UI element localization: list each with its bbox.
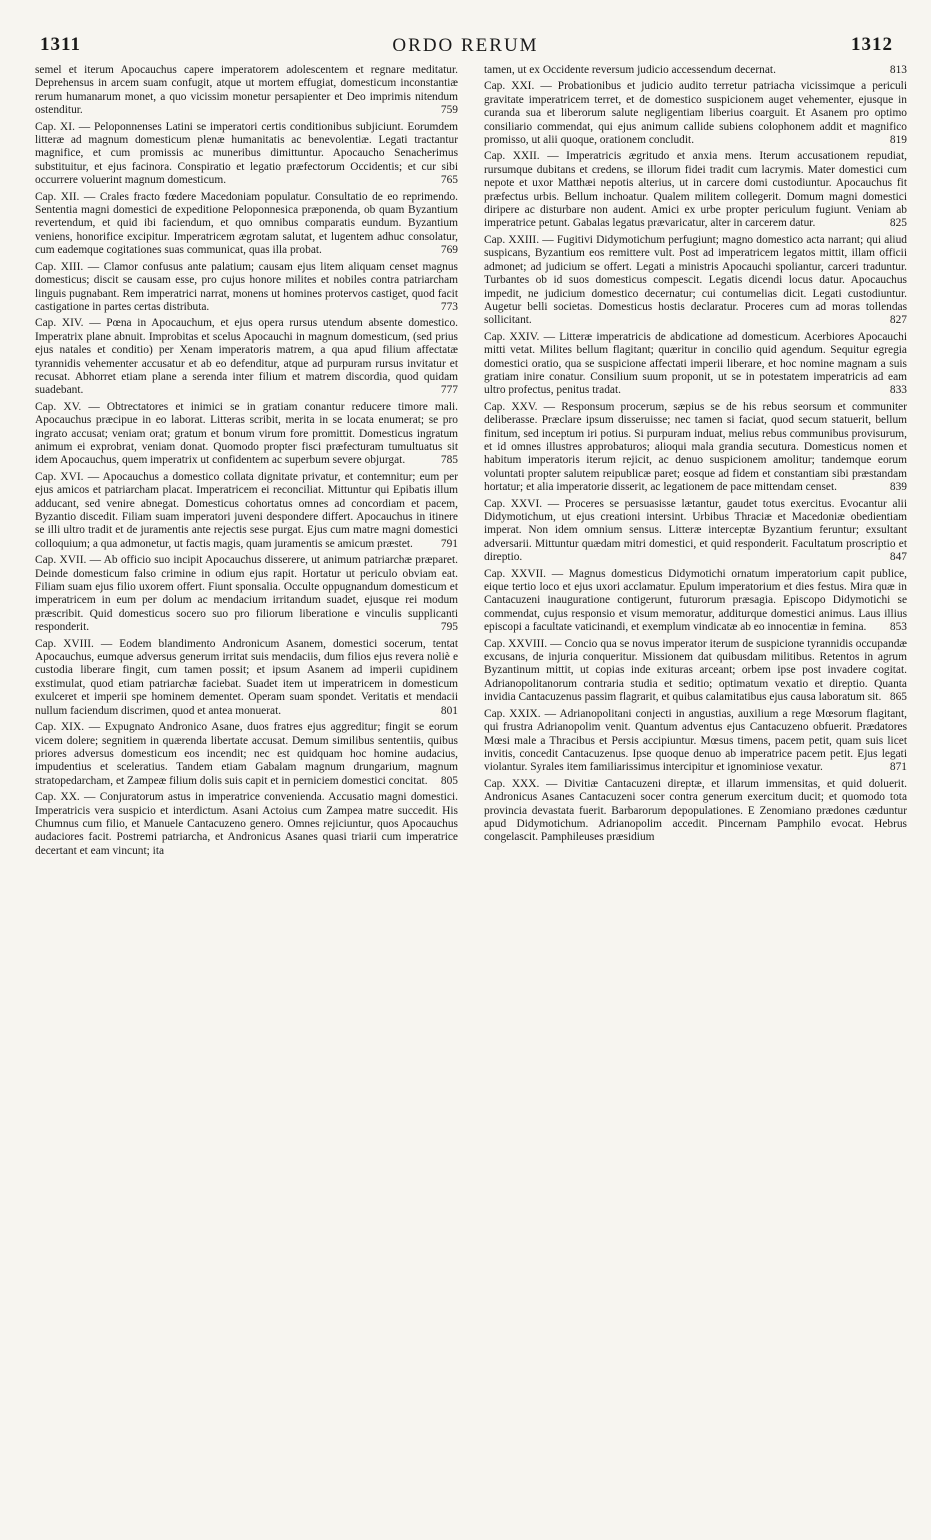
summary-text: Cap. XIV. — Pœna in Apocauchum, et ejus opera rursus utendum absente domestico. Imperatrix plane abnuit. Improbitas et scelus Apocauchi in magnum domesticum, (sed prius ejus natales et conditio) per Xenam imperatoris matrem, a qua apud filium affectatæ tyrannidis vehementer accusatur et ab eo defenditur, atque ad purpuram rursus invitatur et recusat. Abhorret etiam plane a serenda inter filium et matrem discordia, quod quidam suadebant. [35, 317, 458, 397]
right-column [484, 64, 907, 848]
chapter-summary [35, 721, 458, 788]
column-reference: 825 [889, 217, 907, 230]
chapter-summary [35, 64, 458, 118]
chapter-summary [484, 638, 907, 705]
summary-text: Cap. XXVII. — Magnus domesticus Didymotichi ornatum imperatorium capit publice, eique tertio loco et ejus uxori acclamatur. Epulum imperatorium et dies festus. Mira quæ in Cantacuzeni inauguratione contigerunt, futurorum præsagia. Episcopo Didymotichi se commendat, cujus responsio et visum memoratur, additurque domestici animus. Laus illius episcopi a facultate vaticinandi, et exemplum vindicatæ ab eo innocentiæ in femina. [484, 567, 907, 634]
chapter-summary [35, 401, 458, 468]
column-reference: 839 [889, 481, 907, 494]
column-reference: 847 [889, 551, 907, 564]
chapter-summary [484, 568, 907, 635]
summary-text: tamen, ut ex Occidente reversum judicio accessendum decernat. [484, 64, 776, 76]
column-reference: 865 [889, 691, 907, 704]
summary-text: semel et iterum Apocauchus capere imperatorem adolescentem et regnare meditatur. Deprehensus in arcem suam confugit, atque ut mortem effugiat, domesticum inconstantiæ rerum humanarum monet, a quo vicissim monetur persapienter et Deo imprimis nitendum ostenditur. [35, 64, 458, 117]
summary-text: Cap. XXIV. — Litteræ imperatricis de abdicatione ad domesticum. Acerbiores Apocauchi mitti vetat. Milites bellum flagitant; quæritur in concilio quid agendum. Sequitur egregia domestici oratio, qua se suspicione affectati imperii liberare, et hoc nomine magnam a suis gratiam inire conatur. Consilium suum proponit, ut se in potestatem imperatricis ad eam ultro profectus, penitus tradat. [484, 330, 907, 397]
summary-text: Cap. XXVI. — Proceres se persuasisse lætantur, gaudet totus exercitus. Evocantur alii Didymotichum, ut ejus creationi intersint. Urbibus Thraciæ et Macedoniæ obedientiam imperat. Non idem omnium sensus. Litteræ interceptæ Byzantium feruntur; exsultant adversarii. Mittuntur quædam mitri domestici, et quid responderit. Facultatum proscriptio et direptio. [484, 497, 907, 564]
chapter-summary [484, 401, 907, 495]
summary-text: Cap. XXX. — Divitiæ Cantacuzeni direptæ, et illarum immensitas, et quid doluerit. Andronicus Asanes Cantacuzeni socer contra generum exercitum ducit; et quomodo tota provincia devastata fuerit. Barbarorum depopulationes. E Zenomiano prædones cæduntur apud Didymotichum. Adrianopolim accedit. Pincernam Pamphilo evocat. Hebrus congelascit. Pamphileuses præsidium [484, 777, 907, 844]
column-reference: 785 [440, 454, 458, 467]
chapter-summary [35, 471, 458, 551]
column-reference: 853 [889, 621, 907, 634]
column-reference: 795 [440, 621, 458, 634]
chapter-summary [484, 498, 907, 565]
chapter-summary [484, 234, 907, 328]
chapter-summary [484, 778, 907, 845]
left-column [35, 64, 458, 861]
summary-text: Cap. XV. — Obtrectatores et inimici se in gratiam conantur reducere timore mali. Apocauchus præcipue in eo laborat. Litteras scribit, merita in se locata enumerat; se pro ingrato accusat; veniam orat; gratum et bonum virum fore promittit. Domesticus ingratum animum ei exprobrat, veniam donat. Quomodo propter fisci præfecturam tumultuatus sit idem Apocauchus, quem imperatrix ut confidentem ac superbum severe objurgat. [35, 400, 458, 467]
summary-text: Cap. XXIX. — Adrianopolitani conjecti in angustias, auxilium a rege Mœsorum flagitant, qui frustra Adrianopolim venit. Quantum adventus ejus Cantacuzeno obfuerit. Prædatores Mœsi male a Thracibus et Persis accipiuntur. Mœsus timens, pacem petit, quam suis licet invitis, concedit Cantacuzenus. Ipse quoque denuo ab imperatrice pacem petit. Ejus legati violantur. Syrales item familiarissimus intercipitur et ignominiose vexatur. [484, 707, 907, 774]
column-reference: 759 [440, 104, 458, 117]
summary-text: Cap. XXV. — Responsum procerum, sæpius se de his rebus seorsum et communiter deliberasse. Præclare ipsum disseruisse; nec tamen si faciat, quod secum statuerit, bellum finitum, sed inceptum iri potius. Si purpuram induat, melius rebus communibus provisurum, et id omnes illustres approbaturos; alioqui mala grandia secutura. Domesticus nomen et habitum imperatoris iterum rejicit, ac denuo suspicionem amolitur; tandemque eorum voluntati propter salutem reipublicæ paret; eosque ad fidem et constantiam sibi præstandam hortatur; et alia imperatorie disserit, ac legationem de pace mittendam censet. [484, 400, 907, 494]
chapter-summary [484, 708, 907, 775]
summary-text: Cap. XXIII. — Fugitivi Didymotichum perfugiunt; magno domestico acta narrant; qui aliud suspicans, Byzantium eos remittere vult. Post ad imperatricem legatos mittit, illam officii admonet; ad judicium se offert. Legati a ministris Apocauchi spoliantur, carceri traduntur. Turbantes ob id suos domesticus compescit. Legatis dicendi locus datur. Apocauchus impedit, ne judicium domestico decernatur; cui contumelias dicit. Legati custodiuntur. Augetur belli societas. Domesticus hostis declaratur. Proceres cum ad moras tollendas sollicitant. [484, 233, 907, 327]
chapter-summary [35, 554, 458, 634]
column-reference: 833 [889, 384, 907, 397]
chapter-summary [35, 121, 458, 188]
column-reference: 827 [889, 314, 907, 327]
summary-text: Cap. XIX. — Expugnato Andronico Asane, duos fratres ejus aggreditur; fingit se eorum vicem dolere; segnitiem in quærenda libertate accusat. Demum similibus sententiis, quibus priores adversus domesticum eos incendit; nec est quidquam hoc homine audacius, impudentius et sceleratius. Tandem etiam Gabalam magnum drungarium, magnum stratopedarcham, et Zampeæ filium dolis suis capit et in perniciem domestici concitat. [35, 721, 458, 787]
summary-text: Cap. XVIII. — Eodem blandimento Andronicum Asanem, domestici socerum, tentat Apocauchus, eumque adversus generum irritat suis mendaciis, dum filios ejus revera noliè e custodia liberare fingit, cum tamen possit; et ipsum Asanem ad imperii cupidinem exstimulat, quod etiam patriarchæ faciebat. Suadet item ut imperatricem in domesticum exulceret et imperii spe hominem dementet. Operam suam spondet. Veritatis et mendacii nullum faciendum discrimen, quod et antea monuerat. [35, 637, 458, 717]
page-number-right: 1312 [851, 34, 893, 55]
column-reference: 801 [440, 704, 458, 717]
column-reference: 805 [440, 774, 458, 787]
column-reference: 819 [889, 134, 907, 147]
chapter-summary [35, 261, 458, 315]
chapter-summary [35, 191, 458, 258]
summary-text: Cap. XII. — Crales fracto fœdere Macedoniam populatur. Consultatio de eo reprimendo. Sententia magni domestici de expeditione Peloponnesica præponenda, ob quam Byzantium revertendum, et quid ibi faciendum, et quo omnibus comparatis eundum. Byzantium veniens, honorifice excipitur. Imperatricem ægrotam salutat, et lugentem adhuc consolatur, cum eademque cogitationes suas communicat, quas illa probat. [35, 190, 458, 257]
summary-text: Cap. XX. — Conjuratorum astus in imperatrice convenienda. Accusatio magni domestici. Imperatricis vera suspicio et interdictum. Asani Actoius cum Zampea matre succedit. His Chumnus cum filio, et Manuele Cantacuzeno genero. Omnes rejiciuntur, quos Apocauchus audaciores facit. Postremi patriarcha, et Andronicus Asanes quasi triarii cum imperatrice decertant et eam vincunt; ita [35, 791, 458, 857]
column-reference: 769 [440, 244, 458, 257]
chapter-summary [484, 331, 907, 398]
column-reference: 813 [889, 64, 907, 76]
running-title: ORDO RERUM [392, 35, 539, 56]
running-header [0, 34, 931, 60]
chapter-summary [35, 638, 458, 718]
page-number-left: 1311 [40, 34, 81, 55]
column-reference: 791 [440, 537, 458, 550]
chapter-summary [484, 64, 907, 77]
column-reference: 773 [440, 300, 458, 313]
summary-text: Cap. XXI. — Probationibus et judicio audito terretur patriacha vicissimque a periculi gravitate imperatricem terret, et de domestico suspicionem auget vehementer, ejusque in curanda sua et liberorum salute negligentiam liberius coarguit. Et Asanem pro optimo consiliario commendat, qui ejus animum callide subiens colophonem addit et magnifico promisso, ut alii quoque, orationem concludit. [484, 80, 907, 147]
column-reference: 871 [889, 761, 907, 774]
chapter-summary [484, 150, 907, 230]
summary-text: Cap. XXII. — Imperatricis ægritudo et anxia mens. Iterum accusationem repudiat, rursumque dubitans et credens, se illorum fidei tradit cum lacrymis. Mater domestici cum nepote et uxor Matthæi nepotis alterius, ut in carcere domi custodiuntur. Apocauchus fit præfectus urbis. Bellum inchoatur. Qualem militem collegerit. Domum magni domestici diripere ac disturbare non audent. Amici ex urbe propter periculum fugiunt. Veniam ab imperatrice petunt. Gabalas legatus prævaricatur, alter in carcerem datur. [484, 150, 907, 230]
chapter-summary [484, 80, 907, 147]
summary-text: Cap. XI. — Peloponnenses Latini se imperatori certis conditionibus subjiciunt. Eorumdem litteræ ad magnum domesticum plenæ humanitatis ac benevolentiæ. Legati tractantur magnifice, et cum promissis ac muneribus dimittuntur. Apocaucho Senacherimus substituitur, et ejus facinora. Conspiratio et legatio præfectorum Occidentis; et cur sibi occurrere voluerint magnum domesticum. [35, 120, 458, 187]
summary-text: Cap. XXVIII. — Concio qua se novus imperator iterum de suspicione tyrannidis occupandæ excusans, de injuria conqueritur. Missionem dat quibusdam militibus. Retentos in agrum Byzantinum mittit, ut copias inde exituras arceant; orbem ipse post invadere cogitat. Adrianopolitanorum contraria studia et seditio; optimatum vexatio et direptio. Quanta invidia Cantacuzenus passim flagrarit, et quibus calamitatibus ejus causa laboratum sit. [484, 637, 907, 704]
summary-text: Cap. XVI. — Apocauchus a domestico collata dignitate privatur, et contemnitur; eum per ejus amicos et patriarcham placat. Imperatricem ei reconciliat. Mittuntur qui Epibatis illum adducant, sed venire abnegat. Domesticus cohortatus omnes ad concordiam et pacem, Byzantio discedit. Filiam suam imperatori juveni despondere differt. Apocauchus in itinere se illi ultro tradit et de juramentis ante rejectis sese purgat. Ejus cum matre magni domestici colloquium; a qua admonetur, ut factis magis, quam juramentis se amicum præstet. [35, 470, 458, 550]
column-reference: 765 [440, 174, 458, 187]
column-reference: 777 [440, 384, 458, 397]
summary-text: Cap. XVII. — Ab officio suo incipit Apocauchus disserere, ut animum patriarchæ præparet. Deinde domesticum falso crimine in odium ejus rapit. Hortatur ut periculo obviam eat. Filiam suam ejus filio uxorem offert. Fiunt sponsalia. Occulte oppugnandum domesticum et imperatricem in eum per dolum ac mendacium irritandum suadet, ejusque rei modum præscribit. Quid domesticus socero suo pro filiorum liberatione e vinculis supplicanti responderit. [35, 554, 458, 634]
chapter-summary [35, 317, 458, 397]
summary-text: Cap. XIII. — Clamor confusus ante palatium; causam ejus litem aliquam censet magnus domesticus; discit se causam esse, pro cujus honore milites et nobiles contra patriarcham linguis pugnabant. Rem imperatrici narrat, monens ut homines protervos castiget, quod facit castigatione in partes certas distributa. [35, 260, 458, 313]
chapter-summary [35, 791, 458, 858]
